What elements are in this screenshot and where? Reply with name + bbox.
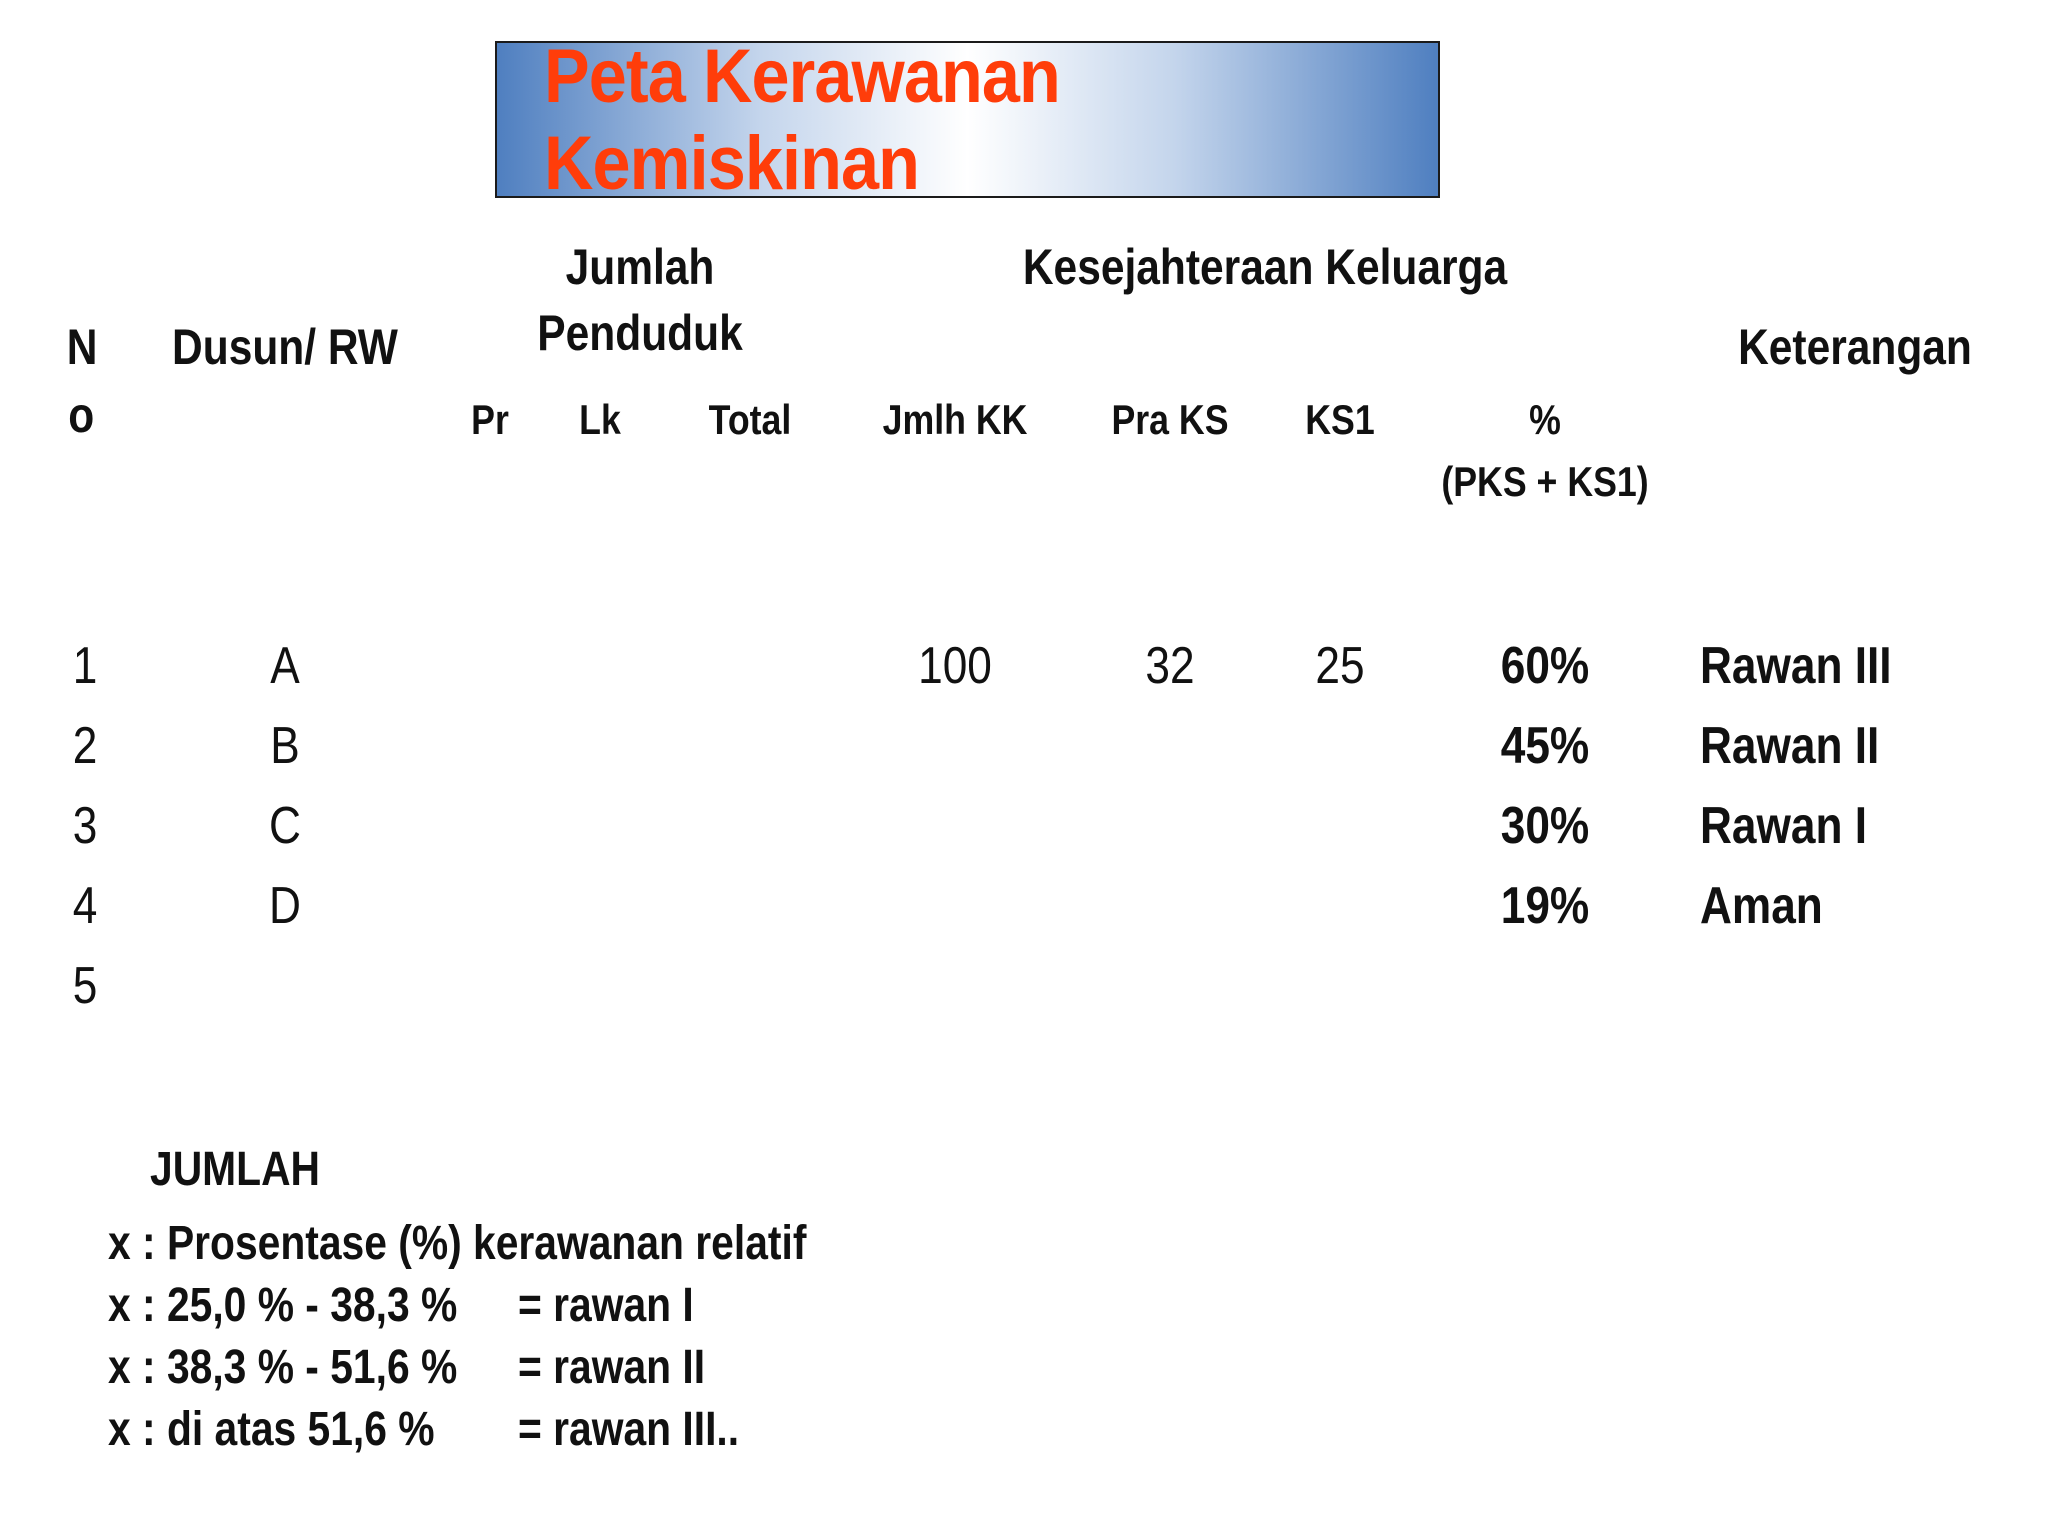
row-4-pct: 19% bbox=[1500, 877, 1590, 935]
note-3-right: = rawan II bbox=[518, 1341, 706, 1394]
row-3-pct: 30% bbox=[1500, 797, 1590, 855]
note-3-left: x : 38,3 % - 51,6 % bbox=[108, 1341, 458, 1394]
row-2-pct: 45% bbox=[1500, 717, 1590, 775]
header-kesejahteraan: Kesejahteraan Keluarga bbox=[1022, 239, 1508, 295]
note-4-right: = rawan III.. bbox=[518, 1403, 740, 1456]
row-5-no: 5 bbox=[72, 957, 98, 1015]
title-banner bbox=[495, 33, 1440, 206]
jumlah-label: JUMLAH bbox=[150, 1143, 320, 1196]
row-1-pra-ks: 32 bbox=[1145, 637, 1195, 695]
row-3-keterangan: Rawan I bbox=[1700, 797, 1868, 855]
note-2-left: x : 25,0 % - 38,3 % bbox=[108, 1279, 458, 1332]
header-jumlah-line2: Penduduk bbox=[537, 305, 743, 361]
row-3-dusun: C bbox=[269, 797, 301, 855]
row-2-no: 2 bbox=[72, 717, 98, 775]
row-1-pct: 60% bbox=[1500, 637, 1590, 695]
subheader-pr: Pr bbox=[471, 396, 509, 443]
row-2-dusun: B bbox=[270, 717, 300, 775]
subheader-lk: Lk bbox=[579, 396, 621, 443]
row-1-dusun: A bbox=[270, 637, 300, 695]
header-no-line2: o bbox=[68, 387, 95, 443]
page-title: Peta Kerawanan Kemiskinan bbox=[544, 33, 1060, 206]
row-1-ks1: 25 bbox=[1315, 637, 1365, 695]
subheader-pct-line2: (PKS + KS1) bbox=[1441, 458, 1649, 505]
header-dusun: Dusun/ RW bbox=[172, 319, 398, 375]
row-1-no: 1 bbox=[72, 637, 98, 695]
subheader-total: Total bbox=[708, 396, 792, 443]
row-4-no: 4 bbox=[72, 877, 98, 935]
row-3-no: 3 bbox=[72, 797, 98, 855]
header-keterangan: Keterangan bbox=[1738, 319, 1972, 375]
header-jumlah-line1: Jumlah bbox=[565, 239, 715, 295]
row-1-jmlh-kk: 100 bbox=[918, 637, 992, 695]
subheader-ks1: KS1 bbox=[1305, 396, 1375, 443]
note-1-left: x : Prosentase (%) kerawanan relatif bbox=[108, 1217, 807, 1270]
subheader-pra-ks: Pra KS bbox=[1111, 396, 1229, 443]
row-4-keterangan: Aman bbox=[1700, 877, 1823, 935]
note-4-left: x : di atas 51,6 % bbox=[108, 1403, 435, 1456]
row-4-dusun: D bbox=[269, 877, 301, 935]
subheader-pct-line1: % bbox=[1529, 396, 1561, 443]
row-1-keterangan: Rawan III bbox=[1700, 637, 1892, 695]
subheader-jmlh-kk: Jmlh KK bbox=[882, 396, 1028, 443]
header-no-line1: N bbox=[66, 319, 98, 375]
row-2-keterangan: Rawan II bbox=[1700, 717, 1880, 775]
note-2-right: = rawan I bbox=[518, 1279, 694, 1332]
